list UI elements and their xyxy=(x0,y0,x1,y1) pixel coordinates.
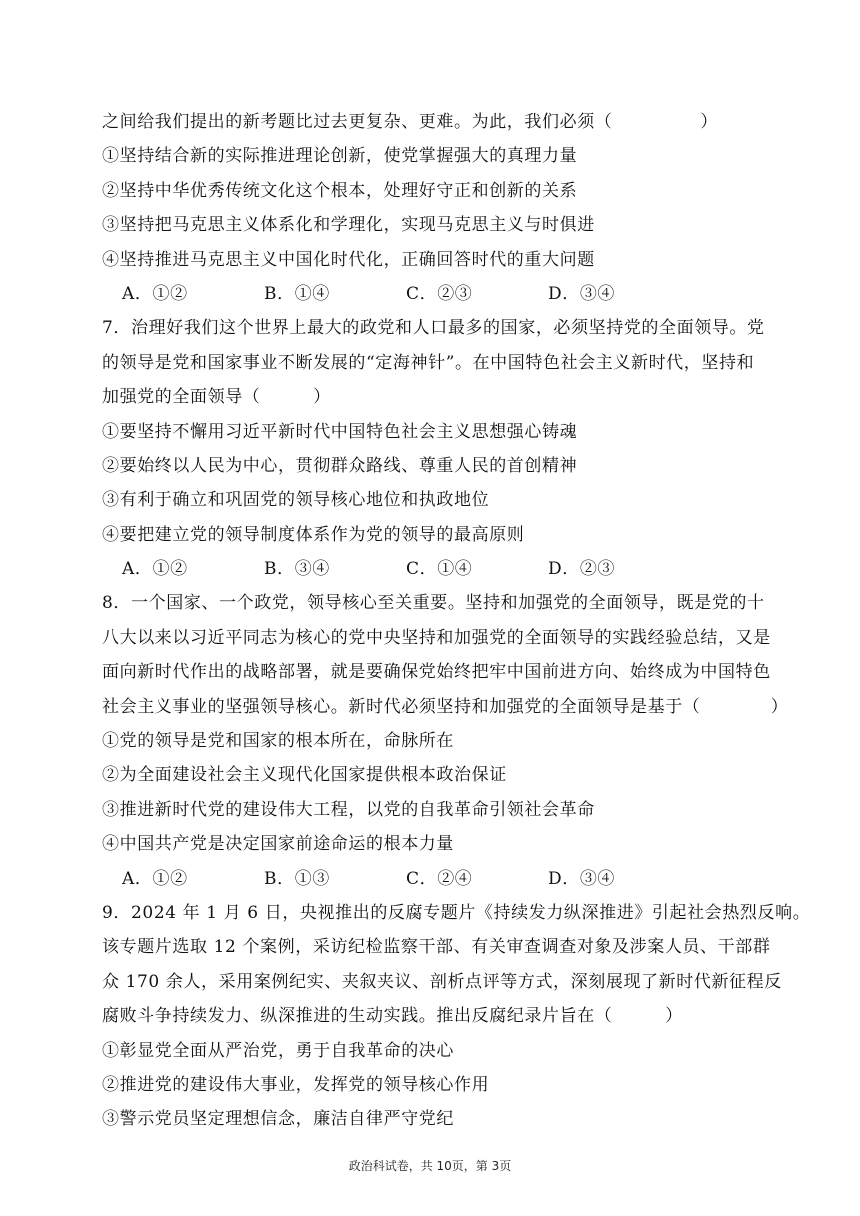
question-8-item-2: ②为全面建设社会主义现代化国家提供根本政治保证 xyxy=(102,765,507,786)
question-7-options xyxy=(102,552,782,586)
page-footer: 政治科试卷，共 10页，第 3页 xyxy=(348,1159,512,1173)
question-6-options xyxy=(102,277,782,311)
question-8 xyxy=(102,586,789,896)
question-8-item-4: ④中国共产党是决定国家前途命运的根本力量 xyxy=(102,834,454,855)
question-9-stem-line-1: 9．2024 年 1 月 6 日，央视推出的反腐专题片《持续发力纵深推进》引起社会热烈反响。 xyxy=(102,902,811,923)
question-6-item-1: ①坚持结合新的实际推进理论创新，使党掌握强大的真理力量 xyxy=(102,146,578,167)
question-7-item-3: ③有利于确立和巩固党的领导核心地位和执政地位 xyxy=(102,490,490,511)
question-8-item-3: ③推进新时代党的建设伟大工程，以党的自我革命引领社会革命 xyxy=(102,799,595,820)
question-9-stem-line-3: 众 170 余人，采用案例纪实、夹叙夹议、剖析点评等方式，深刻展现了新时代新征程反 xyxy=(102,971,782,992)
question-9-stem-line-4: 腐败斗争持续发力、纵深推进的生动实践。推出反腐纪录片旨在（ ） xyxy=(102,1006,683,1027)
question-8-item-1: ①党的领导是党和国家的根本所在，命脉所在 xyxy=(102,731,454,752)
question-7-item-4: ④要把建立党的领导制度体系作为党的领导的最高原则 xyxy=(102,524,525,545)
question-9-stem-line-2: 该专题片选取 12 个案例，采访纪检监察干部、有关审查调查对象及涉案人员、干部群 xyxy=(102,937,771,958)
question-content xyxy=(102,105,811,1137)
question-7 xyxy=(102,311,782,586)
question-7-option-a[interactable]: A．①② xyxy=(122,559,188,580)
question-8-stem-line-1: 8．一个国家、一个政党，领导核心至关重要。坚持和加强党的全面领导，既是党的十 xyxy=(102,593,765,614)
question-8-stem-line-2: 八大以来以习近平同志为核心的党中央坚持和加强党的全面领导的实践经验总结，又是 xyxy=(102,627,771,648)
question-8-option-d[interactable]: D．③④ xyxy=(548,868,616,889)
question-9 xyxy=(102,896,811,1137)
question-6-item-4: ④坚持推进马克思主义中国化时代化，正确回答时代的重大问题 xyxy=(102,249,595,270)
question-7-stem-line-1: 7．治理好我们这个世界上最大的政党和人口最多的国家，必须坚持党的全面领导。党 xyxy=(102,318,765,339)
question-7-stem-line-2: 的领导是党和国家事业不断发展的“定海神针”。在中国特色社会主义新时代，坚持和 xyxy=(102,352,755,373)
question-6-item-2: ②坚持中华优秀传统文化这个根本，处理好守正和创新的关系 xyxy=(102,180,578,201)
question-8-options xyxy=(102,862,782,896)
question-7-item-2: ②要始终以人民为中心，贯彻群众路线、尊重人民的首创精神 xyxy=(102,455,578,476)
question-9-item-1: ①彰显党全面从严治党，勇于自我革命的决心 xyxy=(102,1040,454,1061)
question-6-stem-line: 之间给我们提出的新考题比过去更复杂、更难。为此，我们必须（ ） xyxy=(102,112,718,132)
question-6-option-c[interactable]: C．②③ xyxy=(406,283,473,304)
question-9-item-3: ③警示党员坚定理想信念，廉洁自律严守党纪 xyxy=(102,1109,454,1130)
question-6-option-a[interactable]: A．①② xyxy=(122,283,188,304)
question-9-item-2: ②推进党的建设伟大事业，发挥党的领导核心作用 xyxy=(102,1074,490,1095)
question-6-item-3: ③坚持把马克思主义体系化和学理化，实现马克思主义与时俱进 xyxy=(102,215,595,236)
question-8-option-c[interactable]: C．②④ xyxy=(406,868,473,889)
question-7-option-d[interactable]: D．②③ xyxy=(548,559,616,580)
question-6 xyxy=(102,105,782,311)
question-7-option-c[interactable]: C．①④ xyxy=(406,559,473,580)
question-7-item-1: ①要坚持不懈用习近平新时代中国特色社会主义思想强心铸魂 xyxy=(102,421,578,442)
question-6-option-d[interactable]: D．③④ xyxy=(548,283,616,304)
question-6-option-b[interactable]: B．①④ xyxy=(264,283,330,304)
question-8-stem-line-4: 社会主义事业的坚强领导核心。新时代必须坚持和加强党的全面领导是基于（ ） xyxy=(102,696,789,717)
question-7-stem-line-3: 加强党的全面领导（ ） xyxy=(102,387,331,408)
question-7-option-b[interactable]: B．③④ xyxy=(264,559,330,580)
question-8-stem-line-3: 面向新时代作出的战略部署，就是要确保党始终把牢中国前进方向、始终成为中国特色 xyxy=(102,662,771,683)
question-8-option-a[interactable]: A．①② xyxy=(122,868,188,889)
question-8-option-b[interactable]: B．①③ xyxy=(264,868,330,889)
